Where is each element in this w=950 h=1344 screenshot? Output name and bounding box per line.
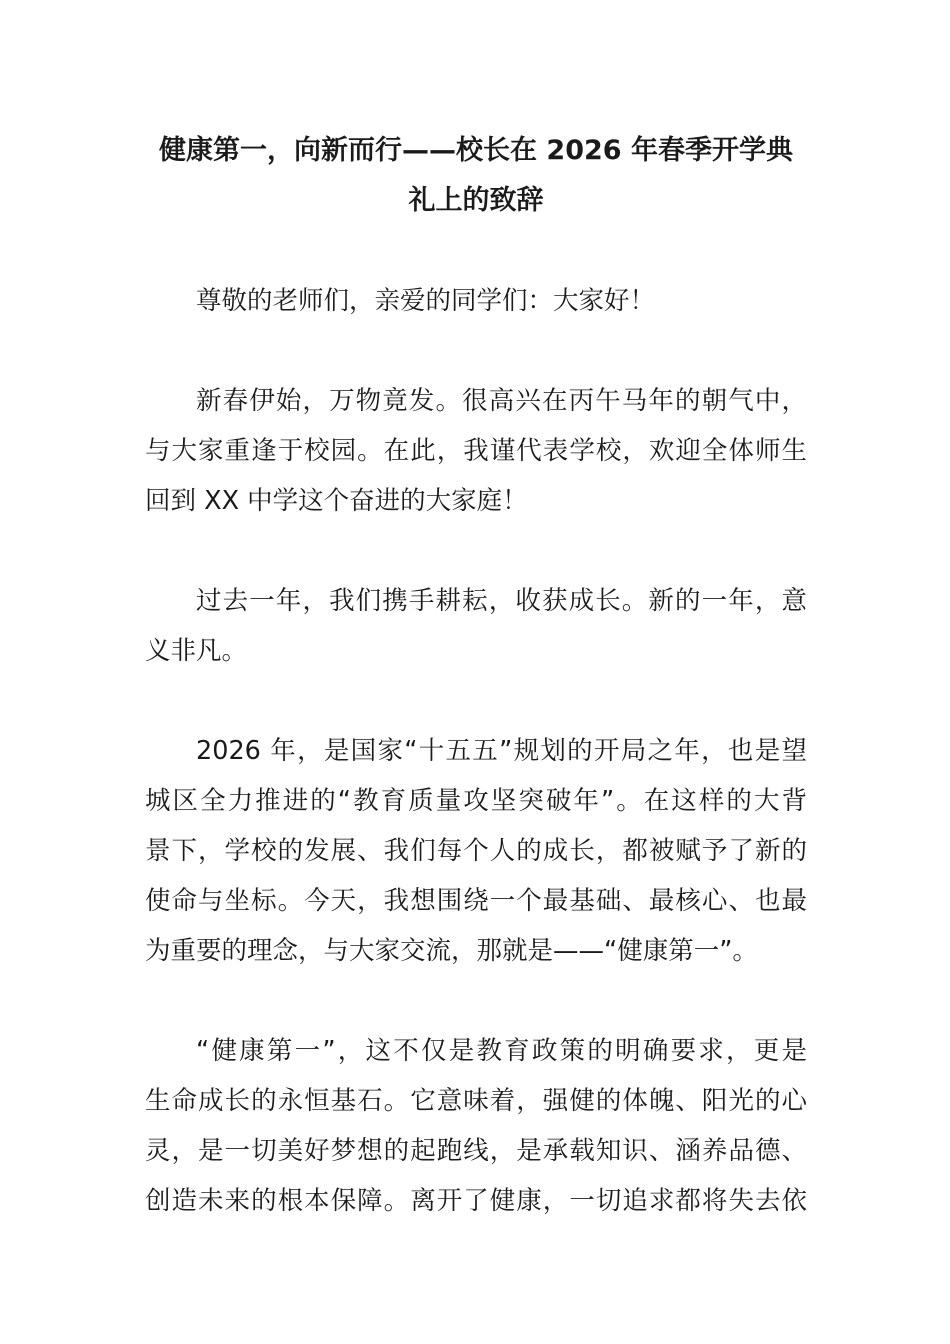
- paragraph-line: 与大家重逢于校园。在此，我谨代表学校，欢迎全体师生: [145, 436, 807, 466]
- paragraph-line: 新春伊始，万物竟发。很高兴在丙午马年的朝气中，: [196, 386, 807, 416]
- paragraph-opening: [145, 376, 807, 526]
- document-page: [145, 126, 807, 1226]
- paragraph-line: “健康第一”，这不仅是教育政策的明确要求，更是: [196, 1036, 807, 1066]
- paragraph-line: 回到 XX 中学这个奋进的大家庭！: [145, 486, 528, 516]
- paragraph-line: 过去一年，我们携手耕耘，收获成长。新的一年，意: [196, 586, 807, 616]
- paragraph-line: 2026 年，是国家“十五五”规划的开局之年，也是望: [196, 736, 807, 766]
- paragraph-greeting: [145, 276, 807, 326]
- paragraph-line: 生命成长的永恒基石。它意味着，强健的体魄、阳光的心: [145, 1086, 807, 1116]
- paragraph-line: 尊敬的老师们，亲爱的同学们：大家好！: [196, 286, 656, 316]
- title-line: 健康第一，向新而行——校长在 2026 年春季开学典: [159, 135, 793, 166]
- document-title: [145, 126, 807, 226]
- paragraph-health-first: [145, 1026, 807, 1226]
- paragraph-past-year: [145, 576, 807, 676]
- paragraph-line: 义非凡。: [145, 636, 248, 666]
- paragraph-line: 灵，是一切美好梦想的起跑线，是承载知识、涵养品德、: [145, 1136, 807, 1166]
- paragraph-2026: [145, 726, 807, 976]
- paragraph-line: 景下，学校的发展、我们每个人的成长，都被赋予了新的: [145, 836, 807, 866]
- paragraph-line: 使命与坐标。今天，我想围绕一个最基础、最核心、也最: [145, 886, 807, 916]
- title-line: 礼上的致辞: [408, 185, 544, 216]
- paragraph-line: 城区全力推进的“教育质量攻坚突破年”。在这样的大背: [145, 786, 807, 816]
- paragraph-line: 创造未来的根本保障。离开了健康，一切追求都将失去依: [145, 1186, 807, 1216]
- paragraph-line: 为重要的理念，与大家交流，那就是——“健康第一”。: [145, 936, 758, 966]
